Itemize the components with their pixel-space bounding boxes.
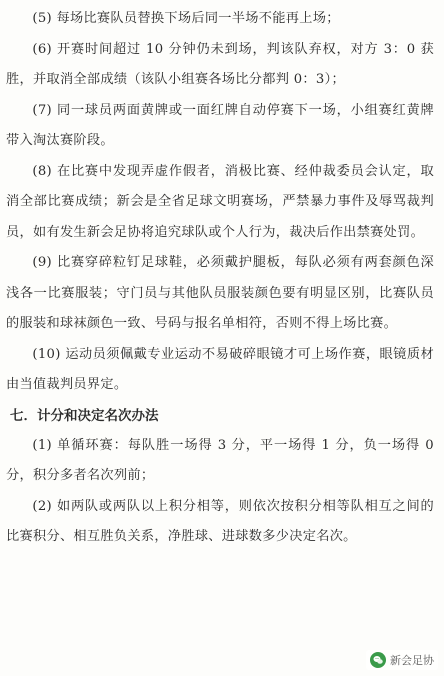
section-heading: 七．计分和决定名次办法 [10,407,159,424]
watermark-text: 新会足协 [390,654,434,667]
paragraph-rule-10: (10) 运动员须佩戴专业运动不易破碎眼镜才可上场作赛，眼镜质材由当值裁判员界定。 [6,346,434,392]
paragraph-rule-6: (6) 开赛时间超过 10 分钟仍未到场，判该队弃权，对方 3：0 获胜，并取消全部成绩（该队小组赛各场比分都判 0：3）； [6,41,434,87]
wechat-icon [370,652,386,668]
watermark [366,650,438,670]
paragraph-rule-9: (9) 比赛穿碎粒钉足球鞋，必须戴护腿板，每队必须有两套颜色深浅各一比赛服装；守门员与其他队员服装颜色要有明显区别，比赛队员的服装和球袜颜色一致、号码与报名单相符，否则不得上场比赛。 [6,255,434,331]
paragraph-rule-7: (7) 同一球员两面黄牌或一面红牌自动停赛下一场，小组赛红黄牌带入淘汰赛阶段。 [6,102,434,148]
paragraph-scoring-1: (1) 单循环赛：每队胜一场得 3 分，平一场得 1 分，负一场得 0 分，积分多者名次列前； [6,437,434,483]
paragraph-scoring-2: (2) 如两队或两队以上积分相等，则依次按积分相等队相互之间的比赛积分、相互胜负关系，净胜球、进球数多少决定名次。 [6,498,434,544]
paragraph-rule-8: (8) 在比赛中发现弄虚作假者，消极比赛、经仲裁委员会认定，取消全部比赛成绩；新会是全省足球文明赛场，严禁暴力事件及辱骂裁判员，如有发生新会足协将追究球队或个人行为，裁决后作出禁赛处罚。 [6,163,434,240]
paragraph-rule-5: (5) 每场比赛队员替换下场后同一半场不能再上场； [32,11,340,26]
